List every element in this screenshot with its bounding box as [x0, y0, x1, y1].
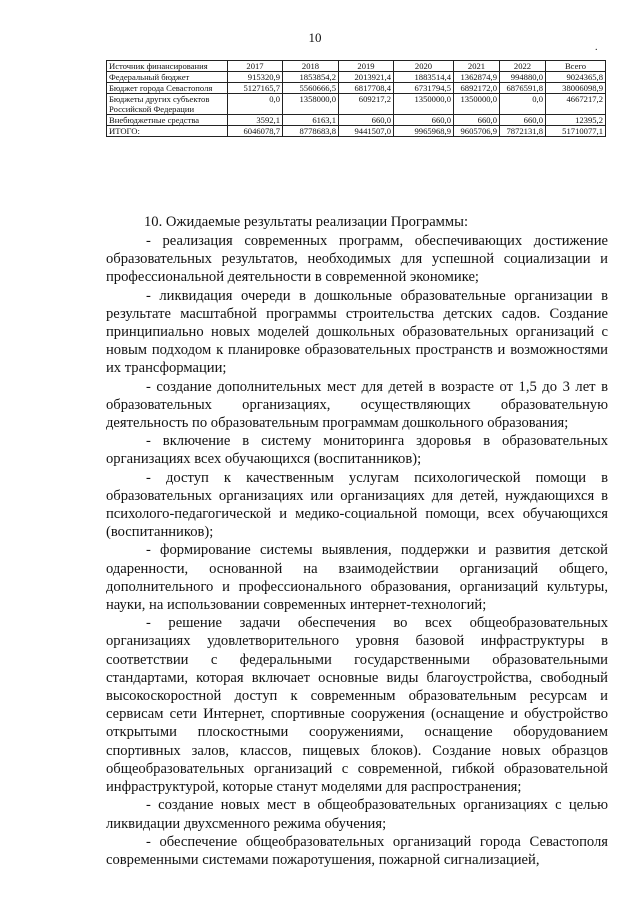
row-source: Бюджет города Севастополя: [107, 83, 228, 94]
cell-value: 5127165,7: [228, 83, 283, 94]
table-header-row: [107, 61, 606, 72]
cell-total: 4667217,2: [546, 94, 606, 115]
cell-value: 6046078,7: [228, 126, 283, 137]
paragraph: - доступ к качественным услугам психологической помощи в образовательных организациях или организациях для детей, нуждающихся в психолого-педагогической и медико-социальной помощи, всех обучающихся (воспитанников);: [106, 469, 608, 541]
row-source: Внебюджетные средства: [107, 115, 228, 126]
cell-total: 38006098,9: [546, 83, 606, 94]
cell-value: 0,0: [500, 94, 546, 115]
table-row: [107, 83, 606, 94]
cell-value: 1362874,9: [454, 72, 500, 83]
cell-value: 660,0: [339, 115, 394, 126]
paragraph: - реализация современных программ, обеспечивающих достижение образовательных результатов, необходимых для успешной социализации и профессиональной деятельности в современной экономике;: [106, 233, 608, 286]
cell-value: 915320,9: [228, 72, 283, 83]
cell-value: 8778683,8: [283, 126, 339, 137]
cell-value: 0,0: [228, 94, 283, 115]
cell-value: 6731794,5: [394, 83, 454, 94]
row-source: ИТОГО:: [107, 126, 228, 137]
page-number: 10: [308, 30, 322, 45]
header-year: 2017: [228, 61, 283, 72]
cell-total: 51710077,1: [546, 126, 606, 137]
header-year: 2021: [454, 61, 500, 72]
paragraph: - обеспечение общеобразовательных организаций города Севастополя современными системами пожаротушения, пожарной сигнализацией,: [106, 833, 608, 868]
header-source: Источник финансирования: [107, 61, 228, 72]
results-list: [106, 232, 608, 869]
paragraph: - формирование системы выявления, поддержки и развития детской одаренности, основанной на взаимодействии организаций общего, дополнительного и профессионального образования, организаций культуры, науки, на использовании современных интернет-технологий;: [106, 542, 608, 614]
cell-value: 6817708,4: [339, 83, 394, 94]
cell-value: 660,0: [454, 115, 500, 126]
cell-value: 5560666,5: [283, 83, 339, 94]
cell-total: 12395,2: [546, 115, 606, 126]
cell-value: 1358000,0: [283, 94, 339, 115]
cell-value: 2013921,4: [339, 72, 394, 83]
header-year: 2020: [394, 61, 454, 72]
section-title: 10. Ожидаемые результаты реализации Программы:: [144, 214, 468, 230]
row-source: Бюджеты других субъектов Российской Федерации: [107, 94, 228, 115]
row-source: Федеральный бюджет: [107, 72, 228, 83]
cell-value: 1350000,0: [394, 94, 454, 115]
cell-value: 9965968,9: [394, 126, 454, 137]
paragraph: - создание дополнительных мест для детей в возрасте от 1,5 до 3 лет в образовательных организациях, осуществляющих образовательную деятельность по образовательным программам дошкольного образования;: [106, 378, 608, 432]
cell-value: 9605706,9: [454, 126, 500, 137]
cell-value: 1853854,2: [283, 72, 339, 83]
stray-mark: .: [595, 42, 598, 53]
cell-value: 1883514,4: [394, 72, 454, 83]
table-total-row: [107, 126, 606, 137]
cell-value: 660,0: [500, 115, 546, 126]
cell-value: 9441507,0: [339, 126, 394, 137]
table-row: [107, 72, 606, 83]
cell-value: 660,0: [394, 115, 454, 126]
cell-value: 1350000,0: [454, 94, 500, 115]
paragraph: - решение задачи обеспечения во всех общеобразовательных организациях удовлетворительного уровня базовой инфраструктуры в соответствии с федеральными государственными образовательными стандартами, которая включает основные виды благоустройства, свободный высокоскоростной доступ к современным образовательным ресурсам и сервисам сети Интернет, спортивные сооружения (оснащение и обустройство открытыми плоскостными сооружениями, оснащение оборудованием спортивных залов, классов, пищевых блоков). Создание новых образцов общеобразовательных организаций с современной, гибкой образовательной инфраструктурой, которые станут моделями для распространения;: [106, 615, 608, 796]
cell-value: 7872131,8: [500, 126, 546, 137]
header-year: 2018: [283, 61, 339, 72]
header-year: 2022: [500, 61, 546, 72]
cell-value: 6892172,0: [454, 83, 500, 94]
cell-value: 3592,1: [228, 115, 283, 126]
cell-value: 609217,2: [339, 94, 394, 115]
funding-table: [106, 60, 606, 137]
table-row: [107, 115, 606, 126]
cell-value: 994880,0: [500, 72, 546, 83]
table-row: [107, 94, 606, 115]
paragraph: - ликвидация очереди в дошкольные образовательные организации в результате масштабной программы строительства детских садов. Создание принципиально новых моделей дошкольных образовательных организаций с новым подходом к планировке образовательных пространств и возможностями их трансформации;: [106, 287, 608, 377]
header-year: 2019: [339, 61, 394, 72]
cell-value: 6163,1: [283, 115, 339, 126]
cell-value: 6876591,8: [500, 83, 546, 94]
cell-total: 9024365,8: [546, 72, 606, 83]
header-total: Всего: [546, 61, 606, 72]
paragraph: - включение в систему мониторинга здоровья в образовательных организациях всех обучающихся (воспитанников);: [106, 433, 608, 468]
paragraph: - создание новых мест в общеобразовательных организациях с целью ликвидации двухсменного режима обучения;: [106, 797, 608, 832]
